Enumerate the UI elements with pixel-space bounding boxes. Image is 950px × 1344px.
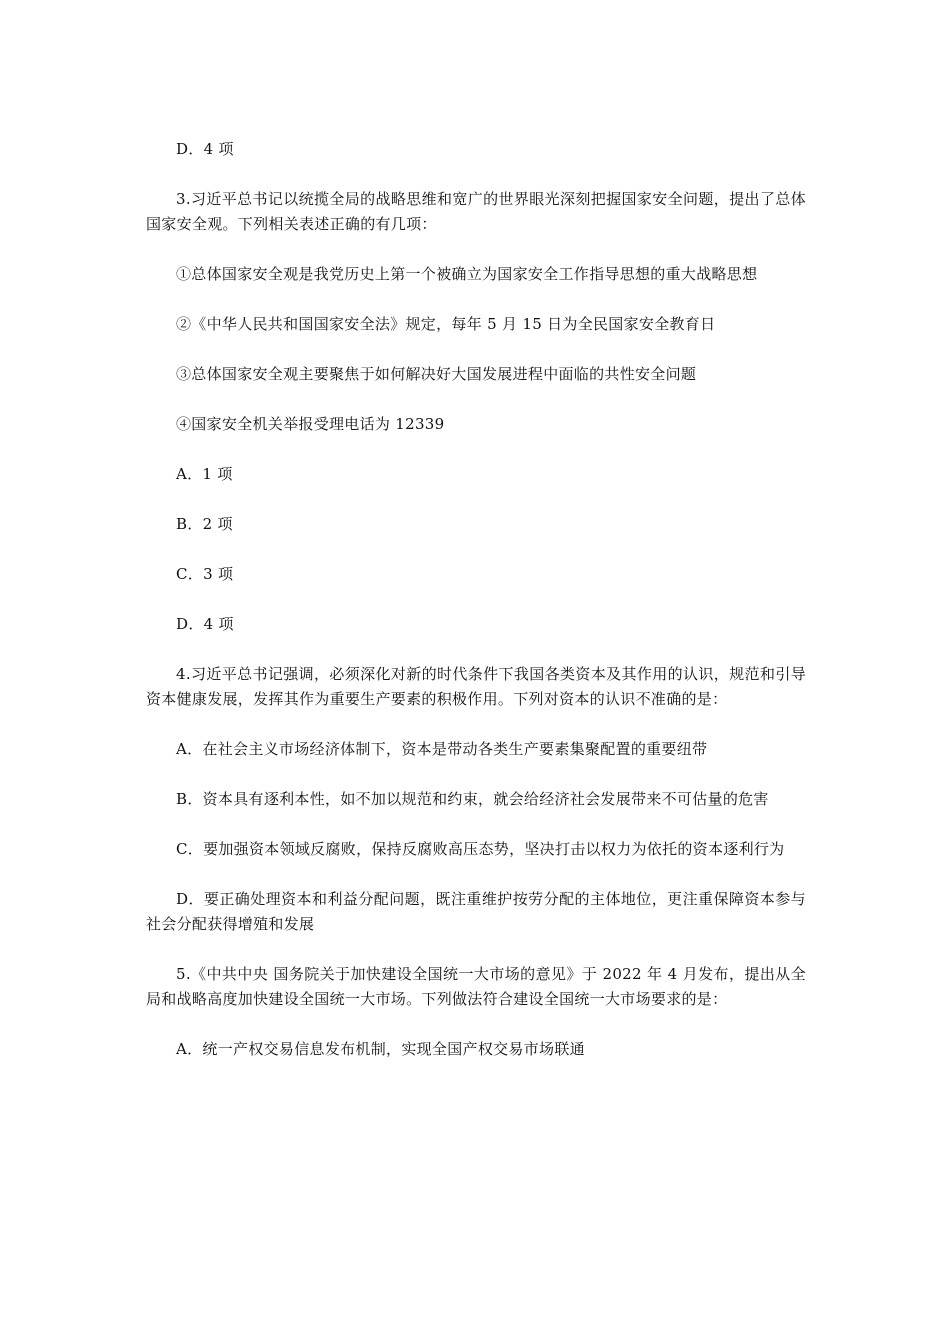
option-q3-b: B．2 项 [176, 515, 233, 533]
question-3-statement-4: ④国家安全机关举报受理电话为 12339 [176, 415, 445, 433]
option-q4-c: C．要加强资本领域反腐败，保持反腐败高压态势，坚决打击以权力为依托的资本逐利行为 [176, 840, 785, 858]
option-q3-d: D．4 项 [176, 615, 234, 633]
option-q3-a: A．1 项 [176, 465, 233, 483]
question-3-statement-2: ②《中华人民共和国国家安全法》规定，每年 5 月 15 日为全民国家安全教育日 [176, 315, 716, 333]
option-q4-d: D．要正确处理资本和利益分配问题，既注重维护按劳分配的主体地位，更注重保障资本参与社会分配获得增殖和发展 [146, 890, 806, 933]
document-body [146, 137, 806, 1087]
question-5-stem: 5.《中共中央 国务院关于加快建设全国统一大市场的意见》于 2022 年 4 月发布，提出从全局和战略高度加快建设全国统一大市场。下列做法符合建设全国统一大市场要求的是： [146, 965, 806, 1008]
option-q2-d: D．4 项 [176, 140, 234, 158]
question-3-statement-1: ①总体国家安全观是我党历史上第一个被确立为国家安全工作指导思想的重大战略思想 [176, 265, 758, 283]
option-q5-a: A．统一产权交易信息发布机制，实现全国产权交易市场联通 [176, 1040, 585, 1058]
option-q4-a: A．在社会主义市场经济体制下，资本是带动各类生产要素集聚配置的重要纽带 [176, 740, 708, 758]
question-4-stem: 4.习近平总书记强调，必须深化对新的时代条件下我国各类资本及其作用的认识，规范和引导资本健康发展，发挥其作为重要生产要素的积极作用。下列对资本的认识不准确的是： [146, 665, 806, 708]
question-3-statement-3: ③总体国家安全观主要聚焦于如何解决好大国发展进程中面临的共性安全问题 [176, 365, 697, 383]
question-3-stem: 3.习近平总书记以统揽全局的战略思维和宽广的世界眼光深刻把握国家安全问题，提出了总体国家安全观。下列相关表述正确的有几项： [146, 190, 806, 233]
option-q4-b: B．资本具有逐利本性，如不加以规范和约束，就会给经济社会发展带来不可估量的危害 [176, 790, 769, 808]
option-q3-c: C．3 项 [176, 565, 234, 583]
